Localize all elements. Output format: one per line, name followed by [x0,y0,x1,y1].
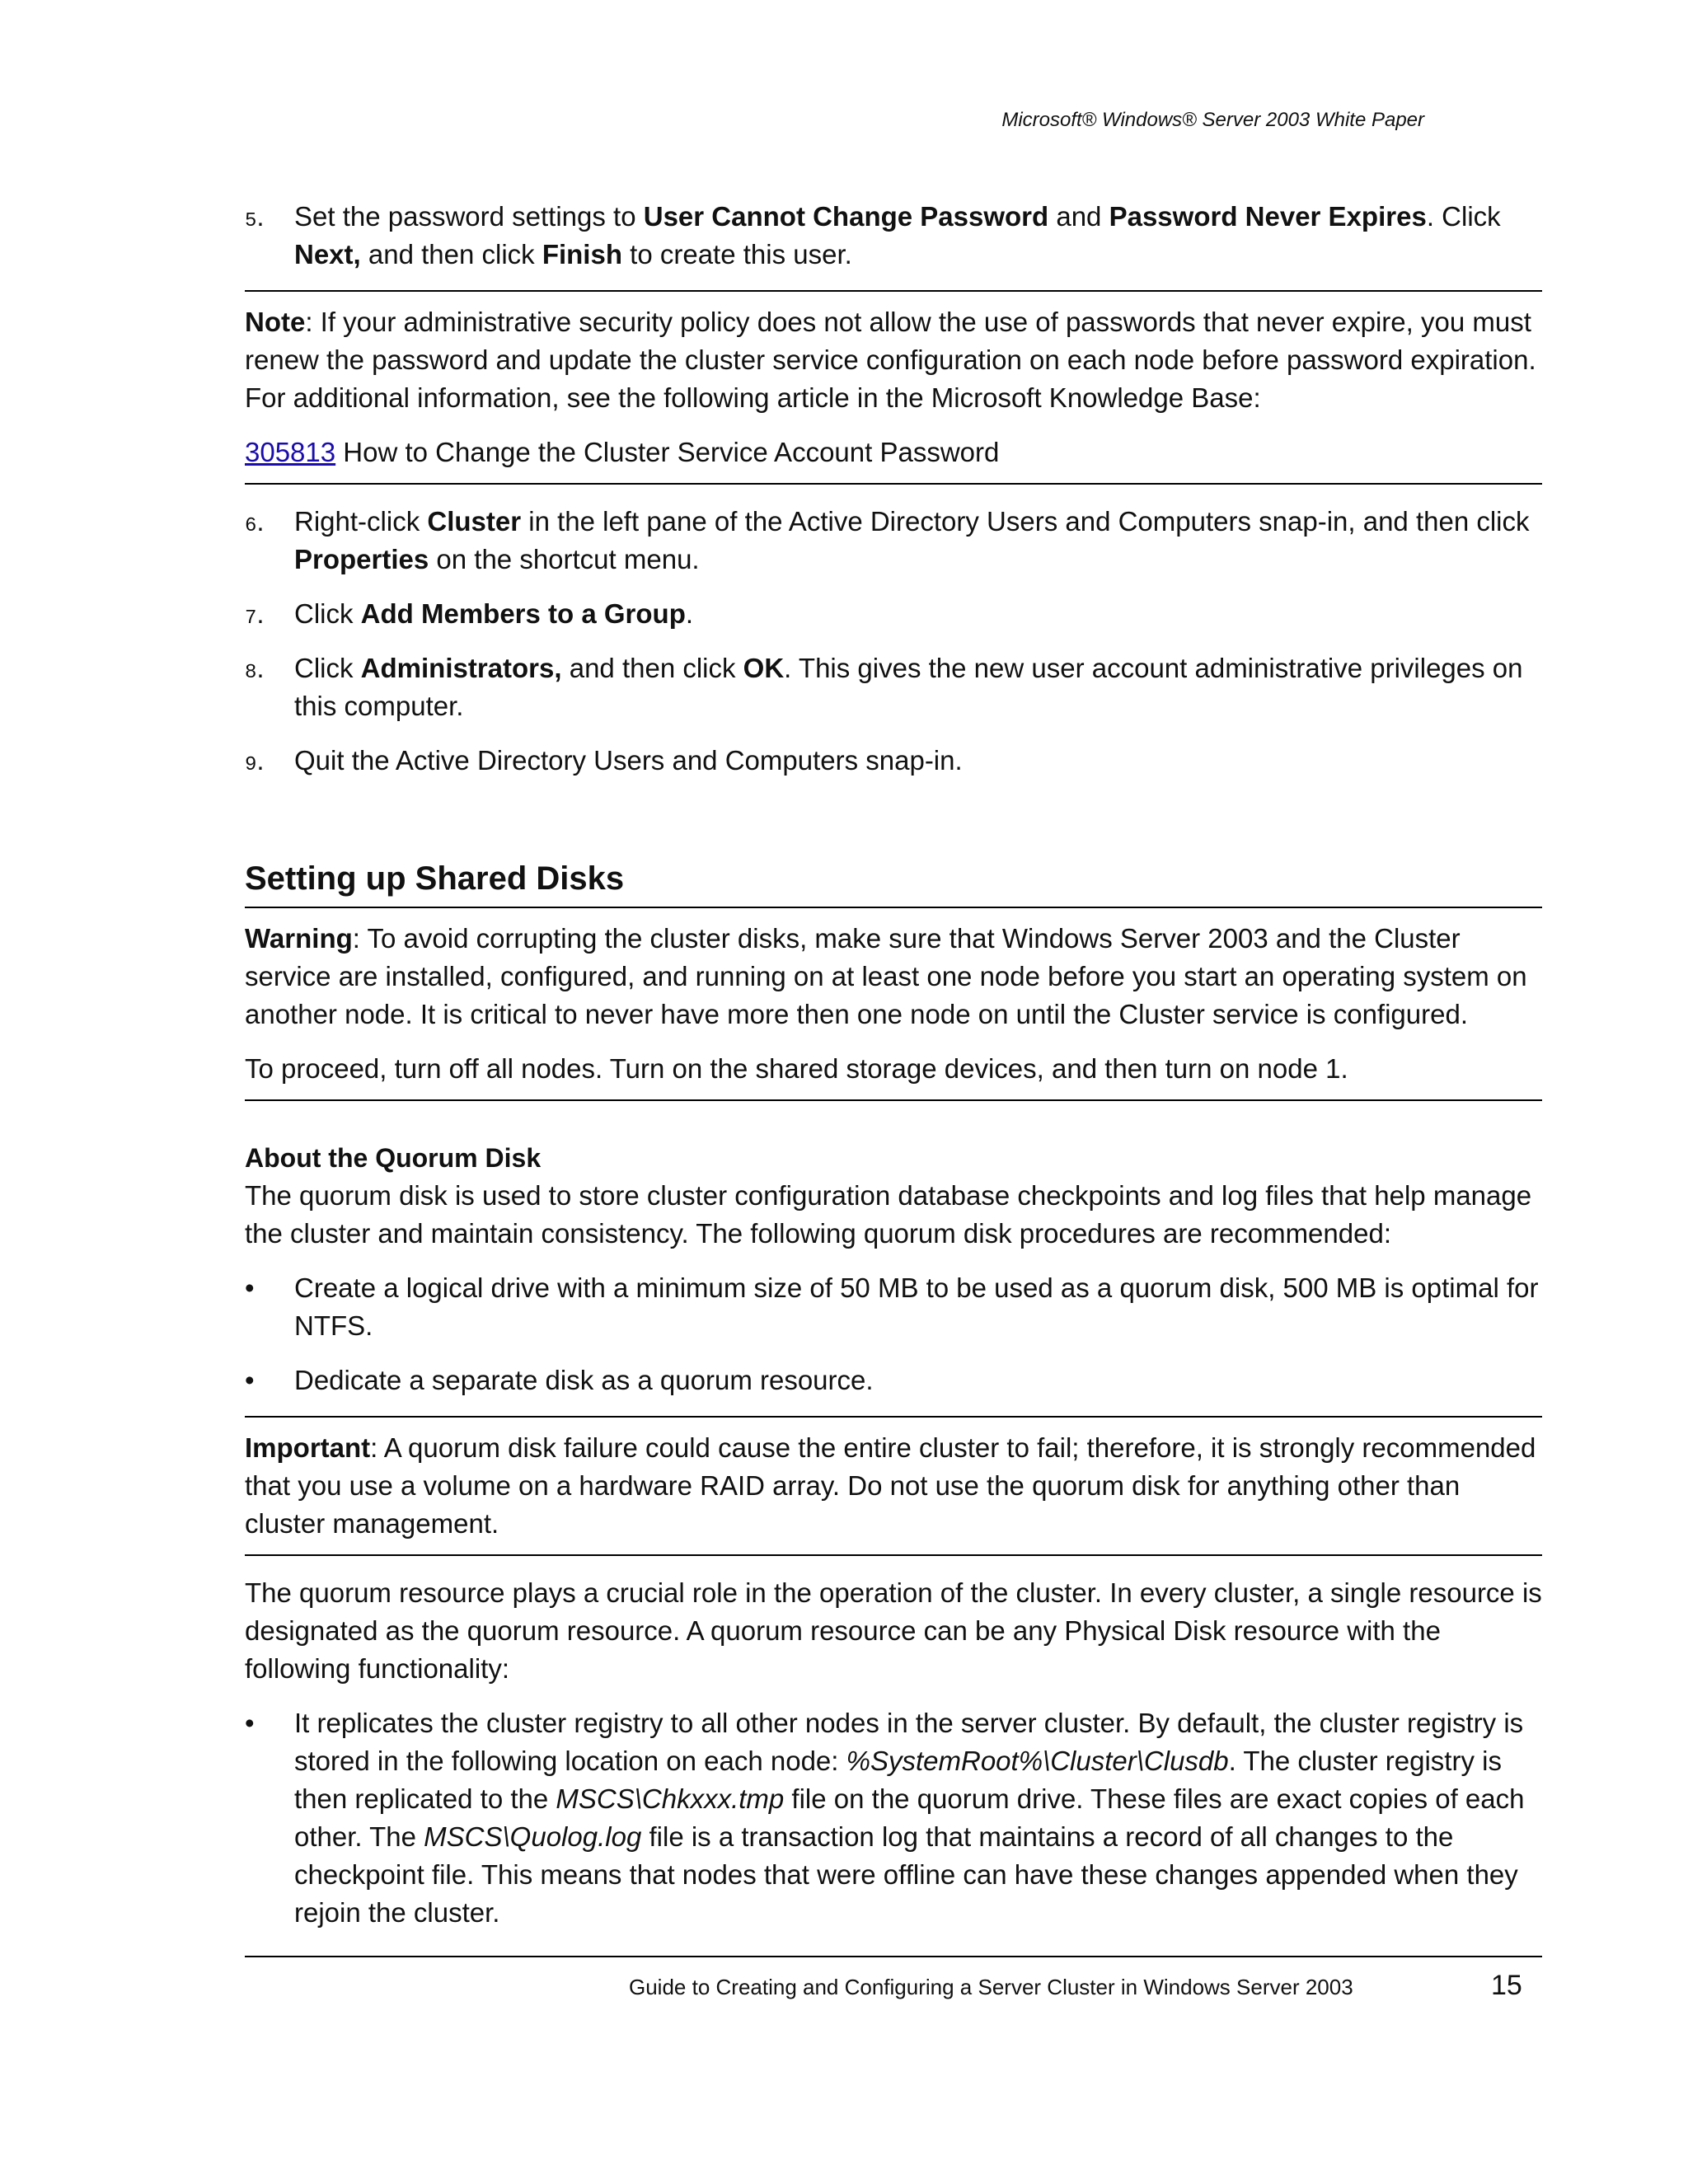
footer-title: Guide to Creating and Configuring a Server Cluster in Windows Server 2003 [629,1975,1353,1999]
bold-term: Next, [294,239,361,269]
kb-article-link[interactable]: 305813 [245,437,336,467]
list-item [245,1704,1542,1932]
page-header: Microsoft® Windows® Server 2003 White Paper [1001,109,1424,131]
note-text: : If your administrative security policy does not allow the use of passwords that never expire, you must renew the password and update the cluster service configuration on each node before password expiration. For additional information, see the following article in the Microsoft Knowledge Base: [245,307,1536,413]
text-run: and then click [561,653,743,683]
bullet-text: Create a logical drive with a minimum size of 50 MB to be used as a quorum disk, 500 MB is optimal for NTFS. [294,1272,1539,1341]
step-number: 5 [245,210,257,232]
note-box [245,290,1542,485]
bold-term: Add Members to a Group [360,598,686,629]
step-text [294,201,1501,269]
text-run: Click [294,653,361,683]
step-text [294,653,1523,721]
important-label: Important [245,1432,371,1463]
step-text [294,506,1530,574]
text-run: to create this user. [622,239,852,269]
proceed-text: To proceed, turn off all nodes. Turn on the shared storage devices, and then turn on node 1. [245,1053,1348,1084]
step-number: 8 [245,662,257,684]
italic-path: MSCS\Chkxxx.tmp [556,1783,785,1814]
warning-box [245,907,1542,1101]
footer-rule [245,1956,1542,1957]
text-run: in the left pane of the Active Directory Users and Computers snap-in, and then click [521,506,1530,537]
text-run: Set the password settings to [294,201,644,232]
page-number: 15 [1491,1970,1522,2001]
bullet-text [294,1708,1524,1928]
bullet-icon: • [245,1365,255,1395]
bullet-icon: • [245,1708,255,1738]
italic-path: MSCS\Quolog.log [424,1821,642,1852]
step-item: 5. Set the password settings to User Cannot Change Password and Password Never Expires. Click Next, and then click Finish to create this user. [245,201,1501,269]
step-text [294,598,693,629]
list-item [245,1269,1542,1345]
note-label: Note [245,307,306,337]
warning-label: Warning [245,923,353,954]
bold-term: Finish [542,239,622,269]
text-run: It replicates the cluster registry to all other nodes in the server cluster. By default, the cluster registry is stored in the following location on each node: [294,1708,1524,1776]
text-run: . The cluster registry is then replicated to the [294,1746,1502,1814]
text-run: Click [294,598,361,629]
step-number: 6 [245,515,257,537]
list-item [245,1361,1542,1399]
text-run: . [685,598,694,629]
important-text: : A quorum disk failure could cause the entire cluster to fail; therefore, it is strongly recommended that you use a volume on a hardware RAID array. Do not use the quorum disk for anything other than cluster management. [245,1432,1536,1539]
important-box [245,1416,1542,1556]
text-run: on the shortcut menu. [429,544,700,574]
subsection-title: About the Quorum Disk [245,1143,542,1173]
text-run: file is a transaction log that maintains a record of all changes to the checkpoint file. This means that nodes that were offline can have these changes appended when they rejoin the cluster. [294,1821,1518,1928]
bullet-text: Dedicate a separate disk as a quorum resource. [294,1365,874,1395]
bold-term: Administrators, [360,653,562,683]
text-run: Right-click [294,506,428,537]
section-title: Setting up Shared Disks [245,860,625,897]
text-run: . This gives the new user account administrative privileges on this computer. [294,653,1523,721]
text-run: and [1048,201,1109,232]
step-item: 9. Quit the Active Directory Users and Computers snap-in. [245,745,963,776]
step-text [294,745,963,776]
step-number: 9 [245,754,257,776]
text-run: Quit the Active Directory Users and Computers snap-in. [294,745,963,776]
bullet-icon: • [245,1272,255,1303]
quorum-resource-para: The quorum resource plays a crucial role in the operation of the cluster. In every cluster, a single resource is designated as the quorum resource. A quorum resource can be any Physical Disk resource with the following functionality: [245,1577,1542,1684]
kb-article-title: How to Change the Cluster Service Account Password [335,437,1000,467]
bold-term: Password Never Expires [1109,201,1427,232]
step-item: 6. Right-click Cluster in the left pane of the Active Directory Users and Computers snap-in, and then click Properties on the shortcut menu. [245,506,1530,574]
quorum-intro: The quorum disk is used to store cluster configuration database checkpoints and log files that help manage the cluster and maintain consistency. The following quorum disk procedures are recommended: [245,1180,1532,1249]
bold-term: Cluster [427,506,522,537]
step-number: 7 [245,607,257,630]
text-run: and then click [360,239,542,269]
bold-term: User Cannot Change Password [643,201,1049,232]
page-body [245,198,1542,1948]
step-item: 8. Click Administrators, and then click OK. This gives the new user account administrative privileges on this computer. [245,653,1523,721]
bold-term: OK [743,653,785,683]
warning-text: : To avoid corrupting the cluster disks, make sure that Windows Server 2003 and the Cluster service are installed, configured, and running on at least one node before you start an operating system on another node. It is critical to never have more then one node on until the Cluster service is configured. [245,923,1527,1029]
bold-term: Properties [294,544,429,574]
text-run: . Click [1426,201,1501,232]
step-item: 7. Click Add Members to a Group. [245,598,694,630]
text-run: file on the quorum drive. These files are exact copies of each other. The [294,1783,1525,1852]
italic-path: %SystemRoot%\Cluster\Clusdb [846,1746,1229,1776]
